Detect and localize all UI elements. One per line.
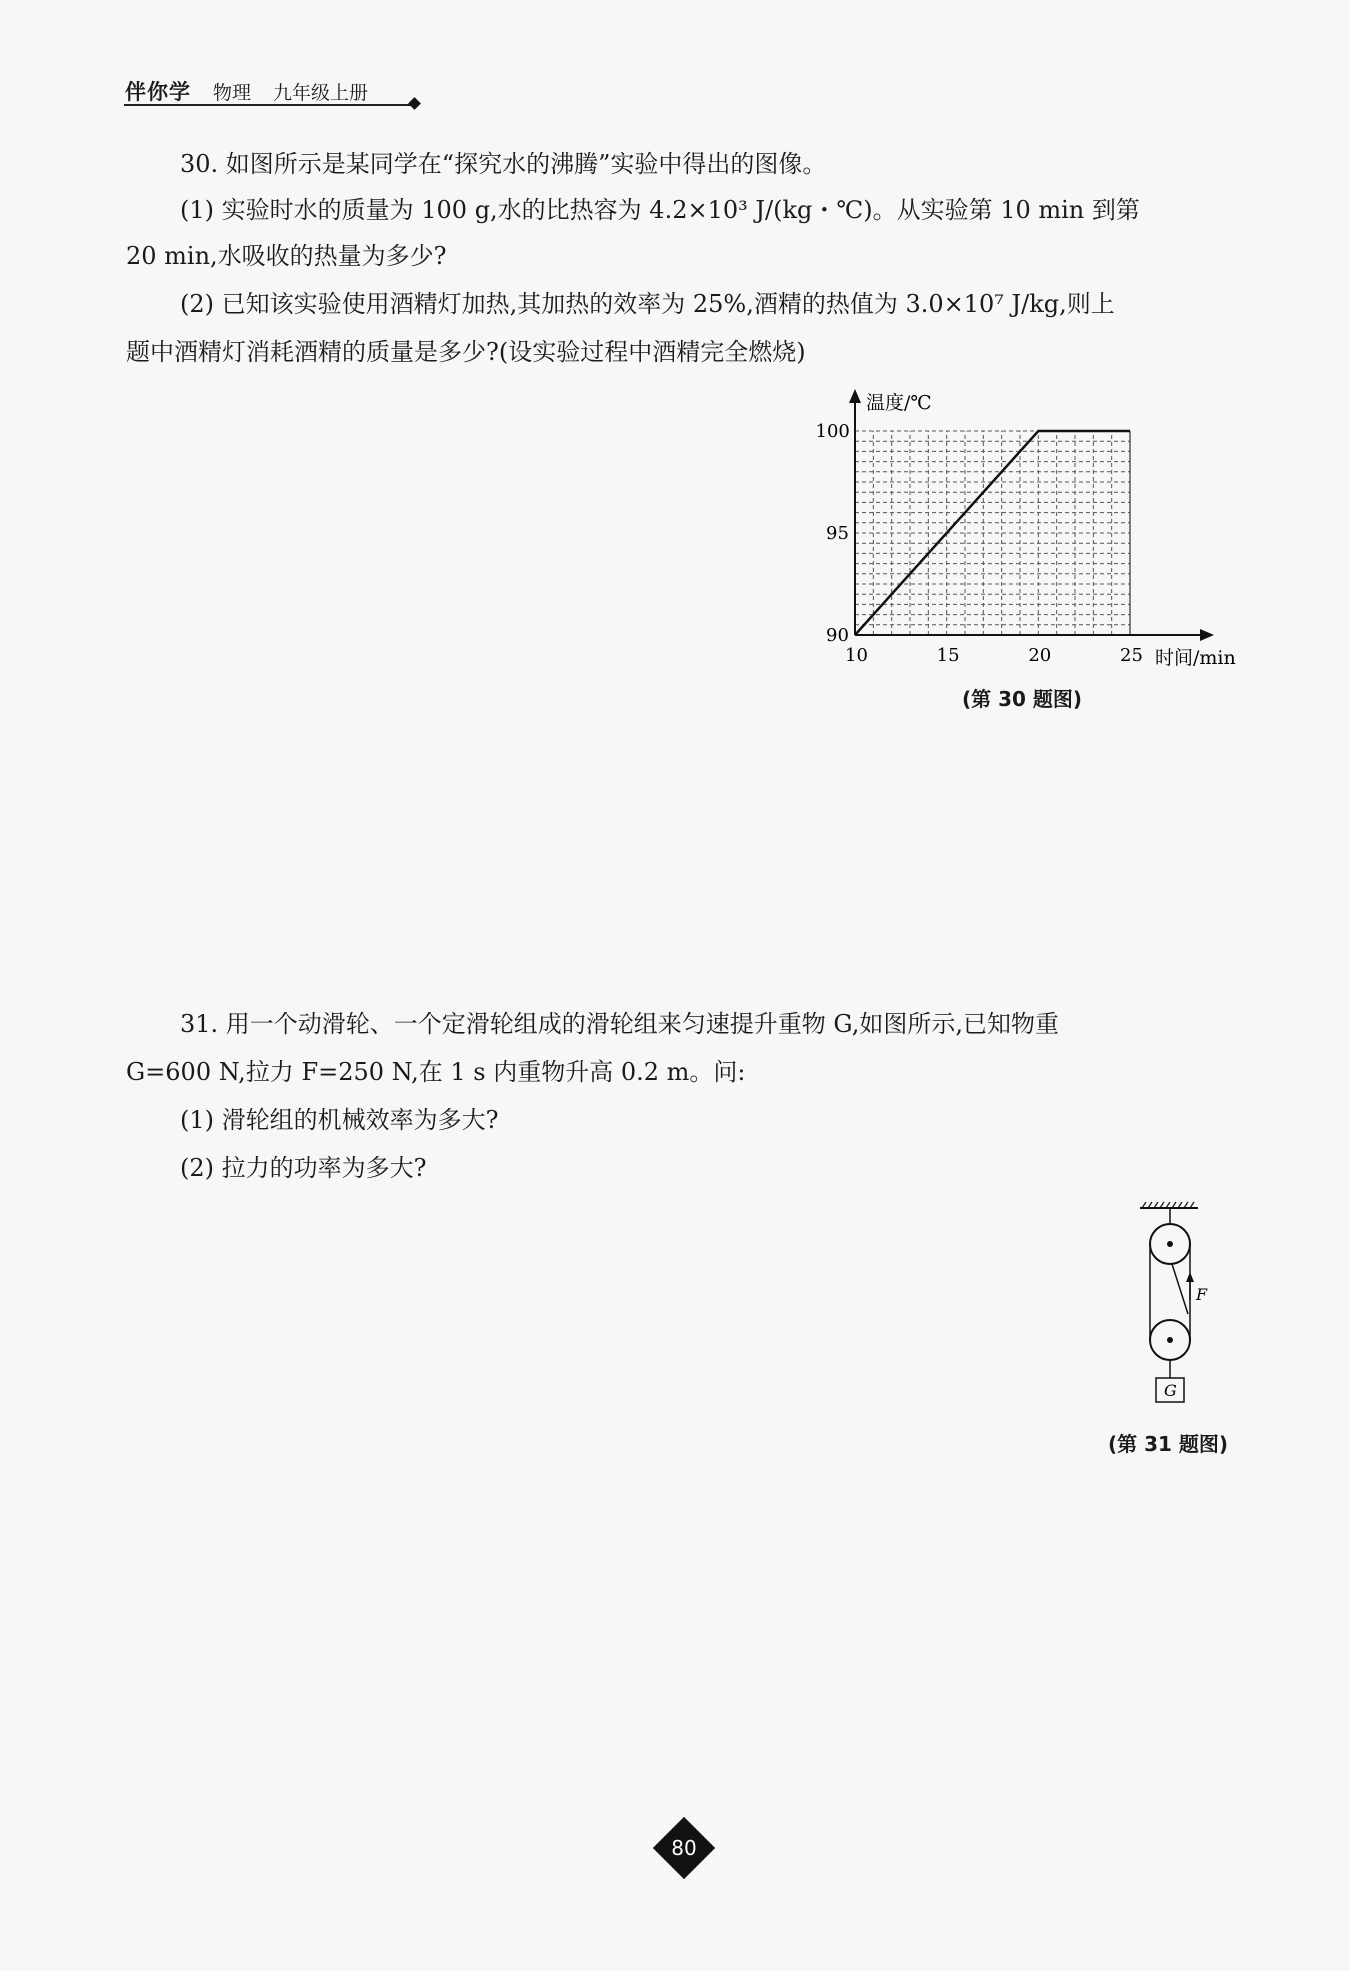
x-axis-label: 时间/min [1155, 647, 1236, 669]
temperature-time-chart [790, 385, 1260, 705]
weight-label: G [1164, 1381, 1177, 1400]
movable-pulley-axle [1167, 1337, 1173, 1343]
q30-stem: 30. 如图所示是某同学在“探究水的沸腾”实验中得出的图像。 [180, 150, 827, 178]
pulley-system-diagram [1100, 1200, 1270, 1460]
y-tick-label: 100 [815, 421, 850, 442]
q30-part1-line1: (1) 实验时水的质量为 100 g,水的比热容为 4.2×10³ J/(kg・℃)。从实验第 10 min 到第 [180, 196, 1140, 224]
y-tick-label: 90 [826, 625, 849, 646]
page-number: 80 [671, 1836, 697, 1860]
q30-part1-line2: 20 min,水吸收的热量为多少? [126, 242, 447, 270]
q30-part2-line2: 题中酒精灯消耗酒精的质量是多少?(设实验过程中酒精完全燃烧) [126, 338, 806, 366]
x-tick-label: 10 [845, 645, 868, 666]
fixed-pulley-axle [1167, 1241, 1173, 1247]
force-label: F [1196, 1285, 1208, 1304]
header-rule [124, 104, 414, 106]
q31-stem-line1: 31. 用一个动滑轮、一个定滑轮组成的滑轮组来匀速提升重物 G,如图所示,已知物重 [180, 1010, 1059, 1038]
q31-part2: (2) 拉力的功率为多大? [180, 1154, 427, 1182]
chart-grid [855, 431, 1130, 635]
y-axis-arrow-icon [849, 389, 861, 403]
force-arrow-icon [1186, 1272, 1194, 1282]
header-diamond-icon [408, 97, 421, 110]
header-grade: 九年级上册 [273, 82, 369, 104]
x-axis-arrow-icon [1200, 629, 1214, 641]
y-tick-label: 95 [826, 523, 849, 544]
header-subject: 物理 [213, 82, 252, 104]
rope-diagonal [1172, 1264, 1188, 1314]
y-axis-label: 温度/℃ [866, 392, 932, 414]
q30-figure-caption: (第 30 题图) [962, 687, 1083, 711]
q31-part1: (1) 滑轮组的机械效率为多大? [180, 1106, 499, 1134]
page-number-badge [662, 1826, 706, 1870]
x-tick-label: 15 [936, 645, 960, 666]
x-tick-label: 20 [1028, 645, 1052, 666]
q31-figure-caption: (第 31 题图) [1108, 1432, 1229, 1456]
q31-stem-line2: G=600 N,拉力 F=250 N,在 1 s 内重物升高 0.2 m。问: [126, 1058, 746, 1086]
x-tick-label: 25 [1120, 645, 1143, 666]
chart-axes [849, 389, 1214, 641]
running-header [125, 76, 368, 106]
q30-part2-line1: (2) 已知该实验使用酒精灯加热,其加热的效率为 25%,酒精的热值为 3.0×10⁷ J/kg,则上 [180, 290, 1115, 318]
header-brand: 伴你学 [125, 80, 191, 104]
